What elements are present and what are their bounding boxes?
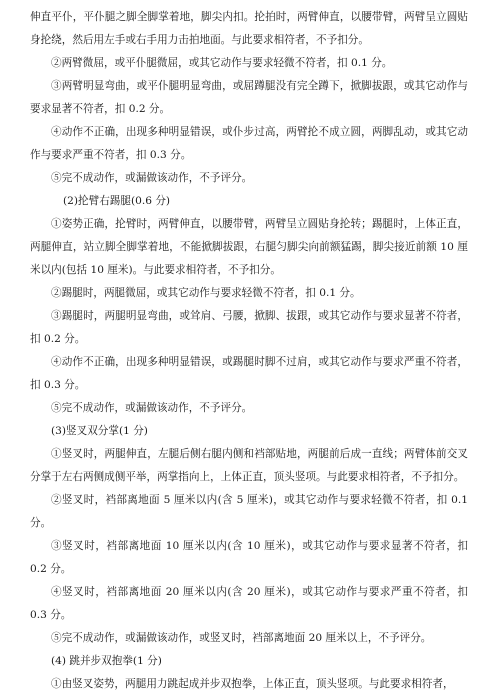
paragraph-item: ②竖叉时，裆部离地面 5 厘米以内(含 5 厘米)，或其它动作与要求轻微不符者，扣 0.1 分。 xyxy=(30,494,468,529)
paragraph-item: ④竖叉时，裆部离地面 20 厘米以内(含 20 厘米)，或其它动作与要求严重不符者，扣 0.3 分。 xyxy=(30,586,468,621)
paragraph-item: ⑤完不成动作，或漏做该动作，不予评分。 xyxy=(51,172,253,184)
paragraph-item: ①由竖叉姿势，两腿用力跳起成并步双抱拳，上体正直，顶头竖项。与此要求相符者， xyxy=(51,678,454,690)
paragraph-item: ⑤完不成动作，或漏做该动作，或竖叉时，裆部离地面 20 厘米以上，不予评分。 xyxy=(51,632,432,644)
paragraph-item: ②踢腿时，两腿微屈，或其它动作与要求轻微不符者，扣 0.1 分。 xyxy=(51,287,361,299)
paragraph-continuation: 伸直平仆，平仆腿之脚全脚掌着地，脚尖内扣。抡拍时，两臂伸直，以腰带臂，两臂呈立圆贴身抡绕，然后用左手或右手用力击拍地面。与此要求相符者，不予扣分。 xyxy=(30,11,468,46)
section-heading: (4) 跳并步双抱拳(1 分) xyxy=(51,655,162,667)
section-heading: (2)抡臂右踢腿(0.6 分) xyxy=(63,195,171,207)
paragraph-item: ②两臂微屈，或平仆腿微屈，或其它动作与要求轻微不符者，扣 0.1 分。 xyxy=(51,57,393,69)
paragraph-item: ①姿势正确，抡臂时，两臂伸直，以腰带臂，两臂呈立圆贴身抡转；踢腿时，上体正直，两腿伸直，站立脚全脚掌着地，不能掀脚拔跟，右腿匀脚尖向前额猛踢，脚尖接近前额 10 厘米以内(包括 10 厘米)。与此要求相符者，不予扣分。 xyxy=(30,218,468,276)
paragraph-item: ④动作不正确，出现多种明显错误，或踢腿时脚不过肩，或其它动作与要求严重不符者，扣 0.3 分。 xyxy=(30,356,468,391)
paragraph-item: ③竖叉时，裆部离地面 10 厘米以内(含 10 厘米)，或其它动作与要求显著不符者，扣 0.2 分。 xyxy=(30,540,468,575)
paragraph-item: ⑤完不成动作，或漏做该动作，不予评分。 xyxy=(51,402,253,414)
paragraph-item: ③踢腿时，两腿明显弯曲，或耸肩、弓腰，掀脚、拔跟，或其它动作与要求显著不符者，扣 0.2 分。 xyxy=(30,310,468,345)
paragraph-item: ③两臂明显弯曲，或平仆腿明显弯曲，或屈蹲腿没有完全蹲下，掀脚拔跟，或其它动作与要求显著不符者，扣 0.2 分。 xyxy=(30,80,468,115)
paragraph-item: ④动作不正确，出现多种明显错误，或仆步过高，两臂抡不成立圆，两脚乱动，或其它动作与要求严重不符者，扣 0.3 分。 xyxy=(30,126,468,161)
paragraph-item: ①竖叉时，两腿伸直，左腿后侧右腿内侧和裆部贴地，两腿前后成一直线；两臂体前交叉分掌于左右两侧成侧平举，两掌指向上，上体正直，顶头竖项。与此要求相符者，不予扣分。 xyxy=(30,448,468,483)
section-heading: (3)竖叉双分掌(1 分) xyxy=(51,425,148,437)
